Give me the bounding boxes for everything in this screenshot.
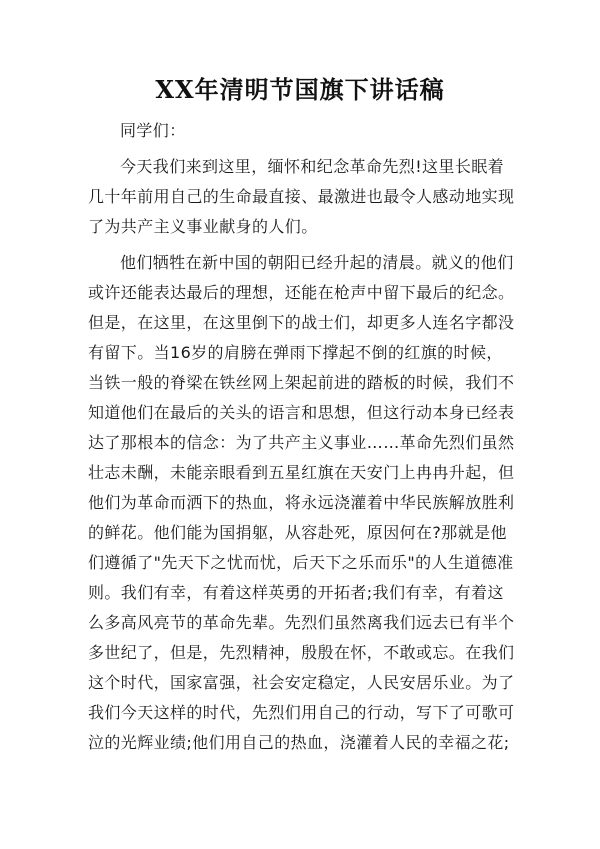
paragraph-line: 们遵循了"先天下之忧而忧，后天下之乐而乐"的人生道德准 [88,553,514,572]
paragraph-line: 的鲜花。他们能为国捐躯，从容赴死，原因何在?那就是他 [88,523,507,542]
paragraph-line: 几十年前用自己的生命最直接、最激进也最令人感动地实现 [88,187,515,206]
salutation: 同学们： [120,121,186,140]
paragraph-line: 壮志未酬，未能亲眼看到五星红旗在天安门上冉冉升起，但 [88,463,515,482]
document-body [88,116,524,758]
paragraph-line: 么多高风亮节的革命先辈。先烈们虽然离我们远去已有半个 [88,613,515,632]
paragraph-line: 或许还能表达最后的理想，还能在枪声中留下最后的纪念。 [88,283,515,302]
paragraph-line: 了为共产主义事业献身的人们。 [88,217,318,236]
paragraph-line: 达了那根本的信念：为了共产主义事业……革命先烈们虽然 [88,433,515,452]
paragraph-line: 这个时代，国家富强，社会安定稳定，人民安居乐业。为了 [88,673,515,692]
paragraph-line: 知道他们在最后的关头的语言和思想，但这行动本身已经表 [88,403,515,422]
document-title: XX年清明节国旗下讲话稿 [155,75,445,104]
paragraph-line: 但是，在这里，在这里倒下的战士们，却更多人连名字都没 [88,313,515,332]
paragraph-line: 泣的光辉业绩;他们用自己的热血，浇灌着人民的幸福之花; [88,733,510,752]
paragraph-1 [88,152,524,242]
paragraph-line: 我们今天这样的时代，先烈们用自己的行动，写下了可歌可 [88,703,515,722]
paragraph-line: 当铁一般的脊梁在铁丝网上架起前进的踏板的时候，我们不 [88,373,515,392]
paragraph-line: 有留下。当16岁的肩膀在弹雨下撑起不倒的红旗的时候， [88,343,503,362]
paragraph-line: 他们为革命而洒下的热血，将永远浇灌着中华民族解放胜利 [88,493,515,512]
paragraph-2 [88,248,524,758]
paragraph-line: 多世纪了，但是，先烈精神，殷殷在怀，不敢或忘。在我们 [88,643,515,662]
paragraph-line: 则。我们有幸，有着这样英勇的开拓者;我们有幸，有着这 [88,583,504,602]
paragraph-line: 今天我们来到这里，缅怀和纪念革命先烈!这里长眠着 [120,157,505,176]
paragraph-line: 他们牺牲在新中国的朝阳已经升起的清晨。就义的他们 [120,253,514,272]
